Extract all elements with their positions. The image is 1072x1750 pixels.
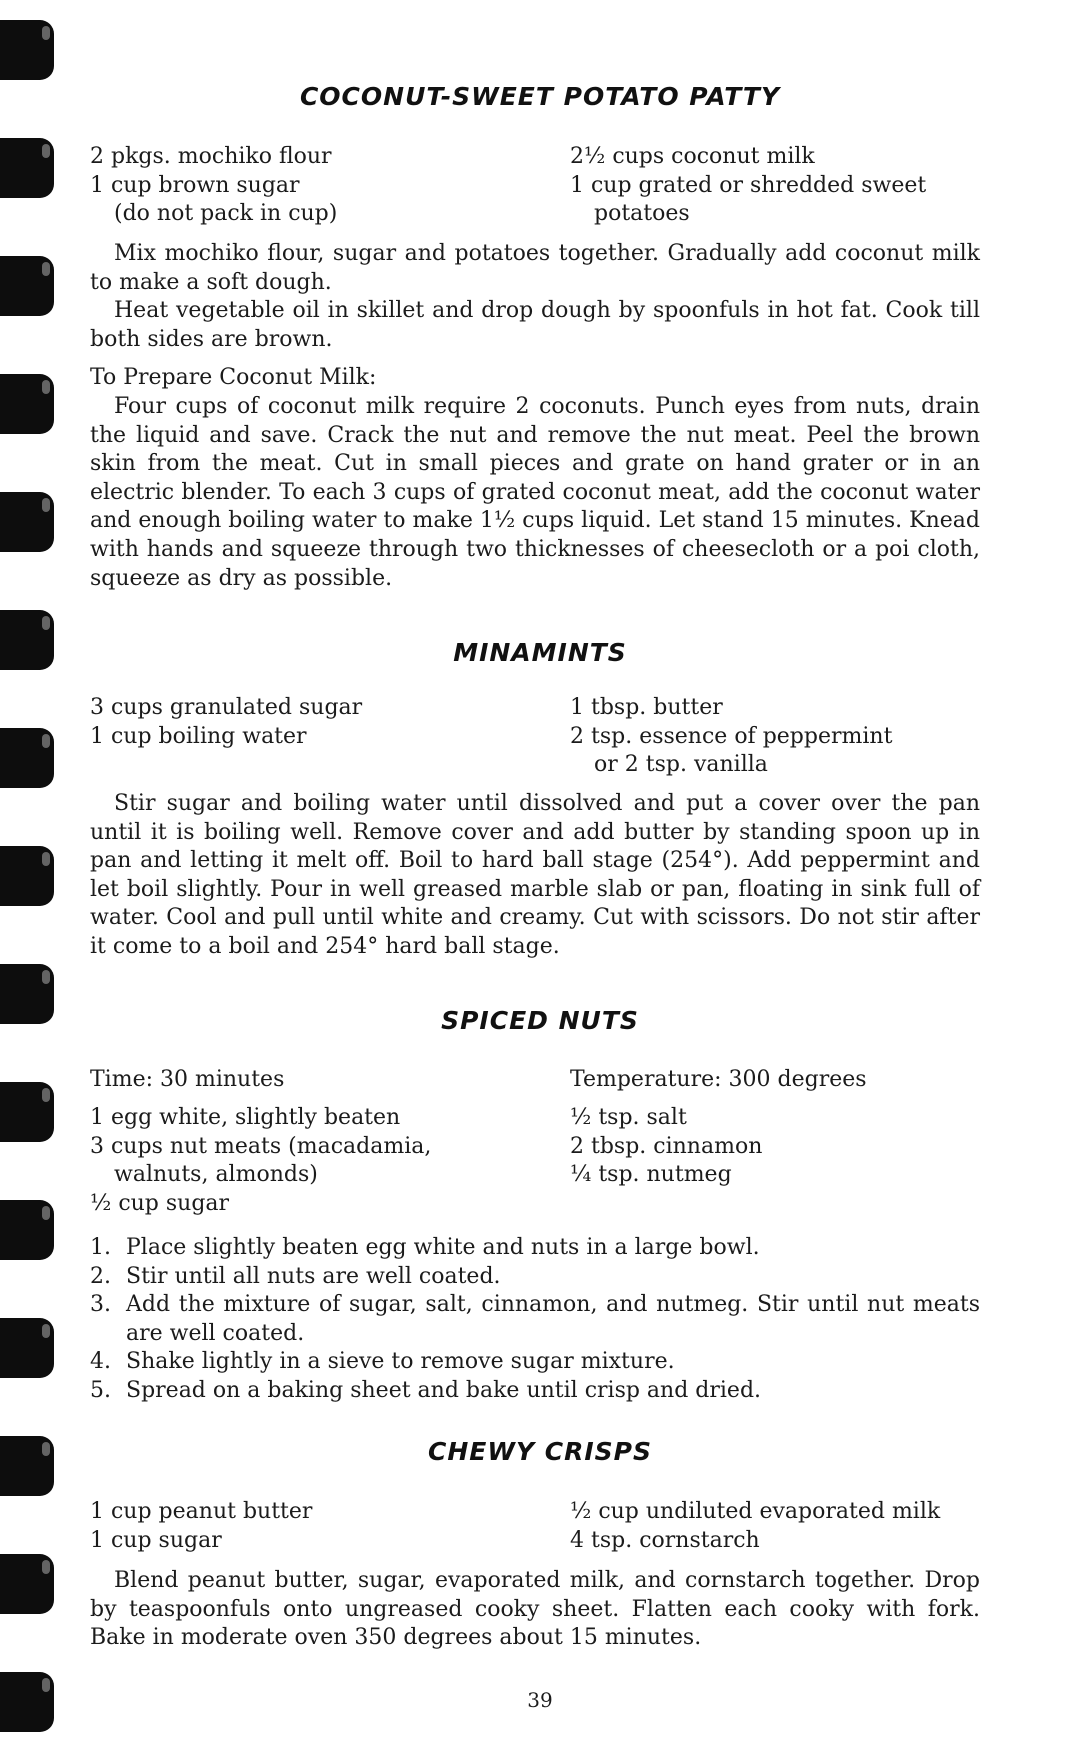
instruction-paragraph: Heat vegetable oil in skillet and drop dough by spoonfuls in hot fat. Cook till both sides are brown.: [90, 298, 980, 352]
binding-ring: [0, 1436, 54, 1496]
recipe-title-spiced-nuts: SPICED NUTS: [441, 1006, 639, 1035]
ingredient: 2½ cups coconut milk: [570, 144, 815, 169]
step-text: Add the mixture of sugar, salt, cinnamon, and nutmeg. Stir until nut meats are well coated.: [126, 1292, 980, 1346]
ingredient: ½ cup sugar: [90, 1190, 230, 1216]
ingredient: ½ cup undiluted evaporated milk: [570, 1499, 941, 1524]
ingredient: 1 egg white, slightly beaten: [90, 1105, 401, 1130]
binding-ring: [0, 728, 54, 788]
step-item: [90, 1234, 980, 1263]
ingredient: 1 cup boiling water: [90, 723, 307, 749]
binding-ring: [0, 1082, 54, 1142]
ingredients-left: [90, 694, 560, 751]
subheading: To Prepare Coconut Milk:: [90, 365, 377, 391]
ingredient: 1 cup peanut butter: [90, 1499, 313, 1524]
step-item: [90, 1348, 980, 1377]
ingredient-note: (do not pack in cup): [114, 201, 338, 226]
spiced-time: Time: 30 minutes: [90, 1067, 285, 1092]
ingredient: 3 cups nut meats (macadamia,: [90, 1133, 432, 1159]
instruction-paragraph: Blend peanut butter, sugar, evaporated milk, and cornstarch together. Drop by teaspoonfuls onto ungreased cooky sheet. Flatten each cooky with fork. Bake in moderate oven 350 degrees about 15 minutes.: [90, 1568, 980, 1651]
ingredient: 4 tsp. cornstarch: [570, 1527, 760, 1553]
binding-ring: [0, 846, 54, 906]
ingredient: 2 tsp. essence of peppermint: [570, 723, 893, 749]
ingredient: 3 cups granulated sugar: [90, 695, 363, 720]
ingredient: 1 cup brown sugar: [90, 172, 300, 198]
step-item: [90, 1377, 980, 1406]
spiced-steps: [90, 1234, 980, 1406]
ingredient: 1 tbsp. butter: [570, 695, 723, 720]
ingredient: ½ tsp. salt: [570, 1105, 687, 1130]
coconut-instructions: [90, 240, 980, 593]
ingredients-right: [570, 1498, 990, 1555]
step-text: Stir until all nuts are well coated.: [126, 1263, 501, 1289]
step-number: 5.: [90, 1377, 111, 1403]
minamints-instructions: [90, 790, 980, 962]
ingredient: walnuts, almonds): [114, 1162, 318, 1187]
recipe-title-minamints: MINAMINTS: [453, 638, 627, 667]
binding-ring: [0, 1200, 54, 1260]
ingredient: ¼ tsp. nutmeg: [570, 1162, 732, 1187]
step-number: 2.: [90, 1263, 111, 1289]
step-number: 4.: [90, 1349, 111, 1375]
binding-ring: [0, 610, 54, 670]
cookbook-page: [90, 0, 990, 1750]
binding-ring: [0, 1672, 54, 1732]
ingredient: or 2 tsp. vanilla: [594, 752, 768, 777]
binding-ring: [0, 256, 54, 316]
recipe-title-chewy-crisps: CHEWY CRISPS: [428, 1437, 652, 1466]
spiced-temperature: Temperature: 300 degrees: [570, 1067, 867, 1092]
chewy-instructions: [90, 1567, 980, 1653]
spiral-binding: [0, 0, 60, 1750]
ingredient: 2 pkgs. mochiko flour: [90, 144, 332, 169]
ingredients-left: [90, 143, 560, 229]
step-text: Place slightly beaten egg white and nuts in a large bowl.: [126, 1235, 760, 1260]
ingredient: potatoes: [594, 201, 690, 226]
binding-ring: [0, 374, 54, 434]
recipe-title-coconut-sweet-potato-patty: COCONUT-SWEET POTATO PATTY: [299, 82, 781, 111]
binding-ring: [0, 492, 54, 552]
step-number: 3.: [90, 1292, 111, 1318]
binding-ring: [0, 20, 54, 80]
binding-ring: [0, 964, 54, 1024]
step-item: [90, 1291, 980, 1348]
page-number: 39: [527, 1688, 553, 1712]
instruction-paragraph: Four cups of coconut milk require 2 coconuts. Punch eyes from nuts, drain the liquid and save. Crack the nut and remove the nut meat. Peel the brown skin from the meat. Cut in small pieces and grate on hand grater or in an electric blender. To each 3 cups of grated coconut meat, add the coconut water and enough boiling water to make 1½ cups liquid. Let stand 15 minutes. Knead with hands and squeeze through two thicknesses of cheesecloth or a poi cloth, squeeze as dry as possible.: [90, 393, 980, 591]
step-number: 1.: [90, 1235, 111, 1260]
ingredients-right: [570, 694, 990, 780]
ingredients-right: [570, 143, 990, 229]
ingredient: 1 cup sugar: [90, 1527, 222, 1553]
ingredients-left: [90, 1104, 560, 1218]
instruction-paragraph: Stir sugar and boiling water until dissolved and put a cover over the pan until it is boiling well. Remove cover and add butter by standing spoon up in pan and letting it melt off. Boil to hard ball stage (254°). Add peppermint and let boil slightly. Pour in well greased marble slab or pan, floating in sink full of water. Cool and pull until white and creamy. Cut with scissors. Do not stir after it come to a boil and 254° hard ball stage.: [90, 791, 980, 959]
step-item: [90, 1263, 980, 1292]
ingredient: 2 tbsp. cinnamon: [570, 1133, 763, 1159]
binding-ring: [0, 1554, 54, 1614]
binding-ring: [0, 138, 54, 198]
ingredients-right: [570, 1104, 990, 1190]
instruction-paragraph: Mix mochiko flour, sugar and potatoes together. Gradually add coconut milk to make a soft dough.: [90, 241, 980, 295]
step-text: Shake lightly in a sieve to remove sugar mixture.: [126, 1349, 675, 1375]
ingredient: 1 cup grated or shredded sweet: [570, 172, 927, 198]
step-text: Spread on a baking sheet and bake until crisp and dried.: [126, 1377, 762, 1403]
ingredients-left: [90, 1498, 560, 1555]
binding-ring: [0, 1318, 54, 1378]
